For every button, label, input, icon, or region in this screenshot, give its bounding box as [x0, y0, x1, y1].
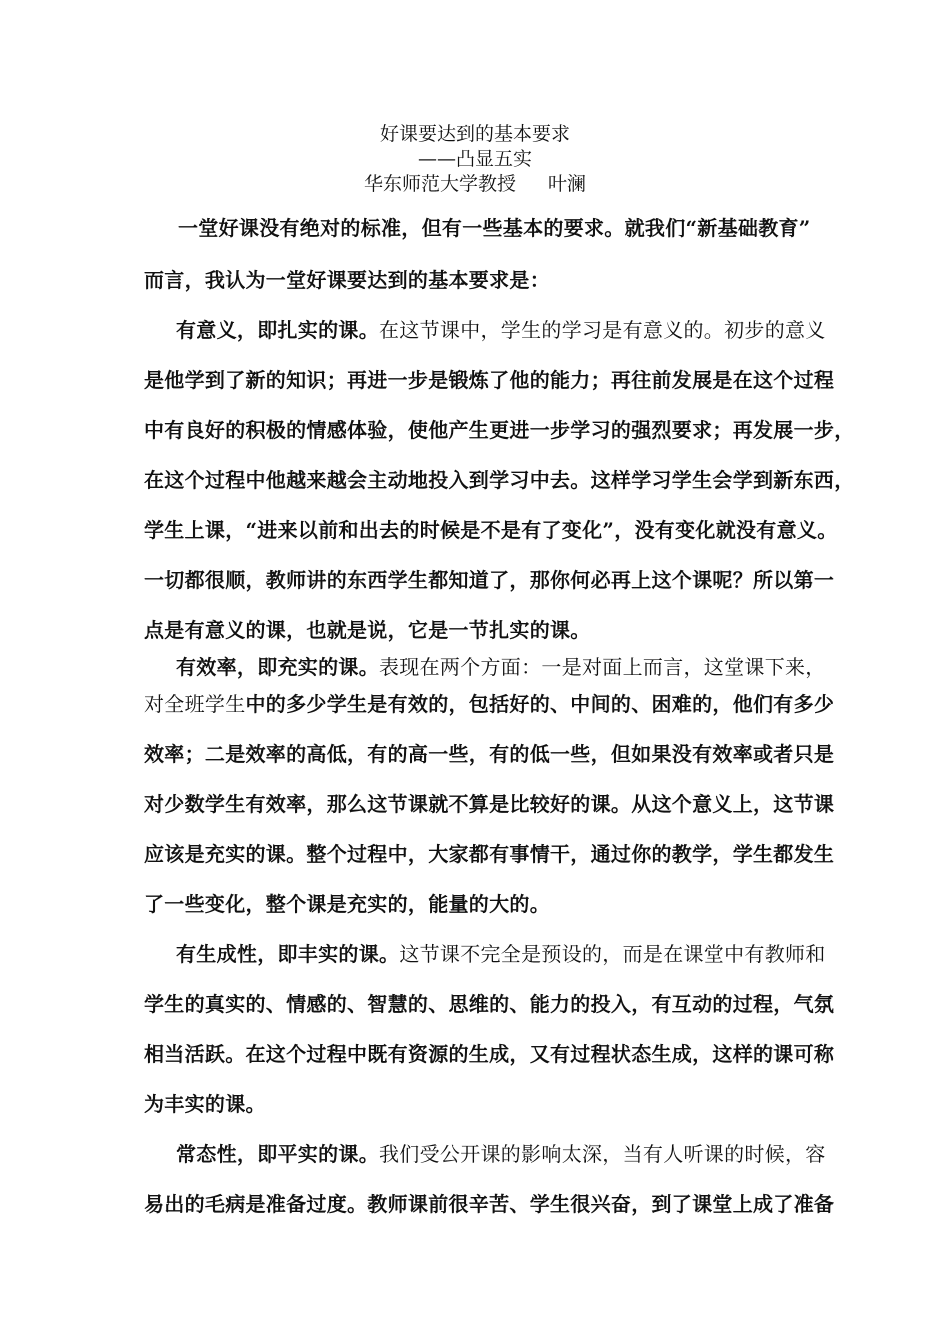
intro-line-2: 而言，我认为一堂好课要达到的基本要求是： [144, 268, 550, 292]
title-block [0, 122, 950, 197]
section1-line-3: 中有良好的积极的情感体验，使他产生更进一步学习的强烈要求；再发展一步， [144, 418, 855, 442]
section3-line-4: 为丰实的课。 [144, 1092, 266, 1116]
section1-line-7: 点是有意义的课，也就是说，它是一节扎实的课。 [144, 618, 591, 642]
author-affiliation: 华东师范大学教授 [363, 173, 516, 195]
document-subtitle: ——凸显五实 [417, 148, 532, 170]
section3-heading: 有生成性，即丰实的课。 [176, 942, 400, 966]
section2-heading: 有效率，即充实的课。 [176, 655, 379, 679]
section1-line-4: 在这个过程中他越来越会主动地投入到学习中去。这样学习学生会学到新东西， [144, 468, 855, 492]
section4-first-line [176, 1138, 826, 1167]
section2-line-6: 了一些变化，整个课是充实的，能量的大的。 [144, 892, 550, 916]
section2-first-line-text: 表现在两个方面：一是对面上而言，这堂课下来， [379, 655, 826, 679]
section3-line-2: 学生的真实的、情感的、智慧的、思维的、能力的投入，有互动的过程，气氛 [144, 992, 835, 1016]
section2-line-2-start: 对全班学生 [144, 692, 246, 716]
section1-line-6: 一切都很顺，教师讲的东西学生都知道了，那你何必再上这个课呢？所以第一 [144, 568, 835, 592]
section2-line-3: 效率；二是效率的高低，有的高一些，有的低一些，但如果没有效率或者只是 [144, 742, 835, 766]
section3-first-line [176, 938, 826, 967]
author-line [0, 172, 950, 197]
section1-first-line [176, 314, 826, 343]
section1-line-5: 学生上课，“进来以前和出去的时候是不是有了变化”，没有变化就没有意义。 [144, 518, 838, 542]
section4-line-2: 易出的毛病是准备过度。教师课前很辛苦、学生很兴奋，到了课堂上成了准备 [144, 1192, 835, 1216]
section2-line-2-rest: 中的多少学生是有效的，包括好的、中间的、困难的，他们有多少 [245, 692, 835, 716]
section2-first-line [176, 651, 826, 680]
section1-line-2: 是他学到了新的知识；再进一步是锻炼了他的能力；再往前发展是在这个过程 [144, 368, 835, 392]
intro-line-1: 一堂好课没有绝对的标准，但有一些基本的要求。就我们“新基础教育” [178, 216, 811, 240]
document-title: 好课要达到的基本要求 [379, 123, 570, 145]
section2-line-2 [144, 688, 834, 717]
section4-first-line-text: 我们受公开课的影响太深，当有人听课的时候，容 [379, 1142, 826, 1166]
section2-line-4: 对少数学生有效率，那么这节课就不算是比较好的课。从这个意义上，这节课 [144, 792, 835, 816]
section3-line-3: 相当活跃。在这个过程中既有资源的生成，又有过程状态生成，这样的课可称 [144, 1042, 835, 1066]
section1-heading: 有意义，即扎实的课。 [176, 318, 379, 342]
section2-line-5: 应该是充实的课。整个过程中，大家都有事情干，通过你的教学，学生都发生 [144, 842, 835, 866]
section1-first-line-text: 在这节课中，学生的学习是有意义的。初步的意义 [379, 318, 826, 342]
author-name: 叶澜 [548, 173, 587, 195]
section4-heading: 常态性，即平实的课。 [176, 1142, 379, 1166]
section3-first-line-text: 这节课不完全是预设的，而是在课堂中有教师和 [399, 942, 826, 966]
